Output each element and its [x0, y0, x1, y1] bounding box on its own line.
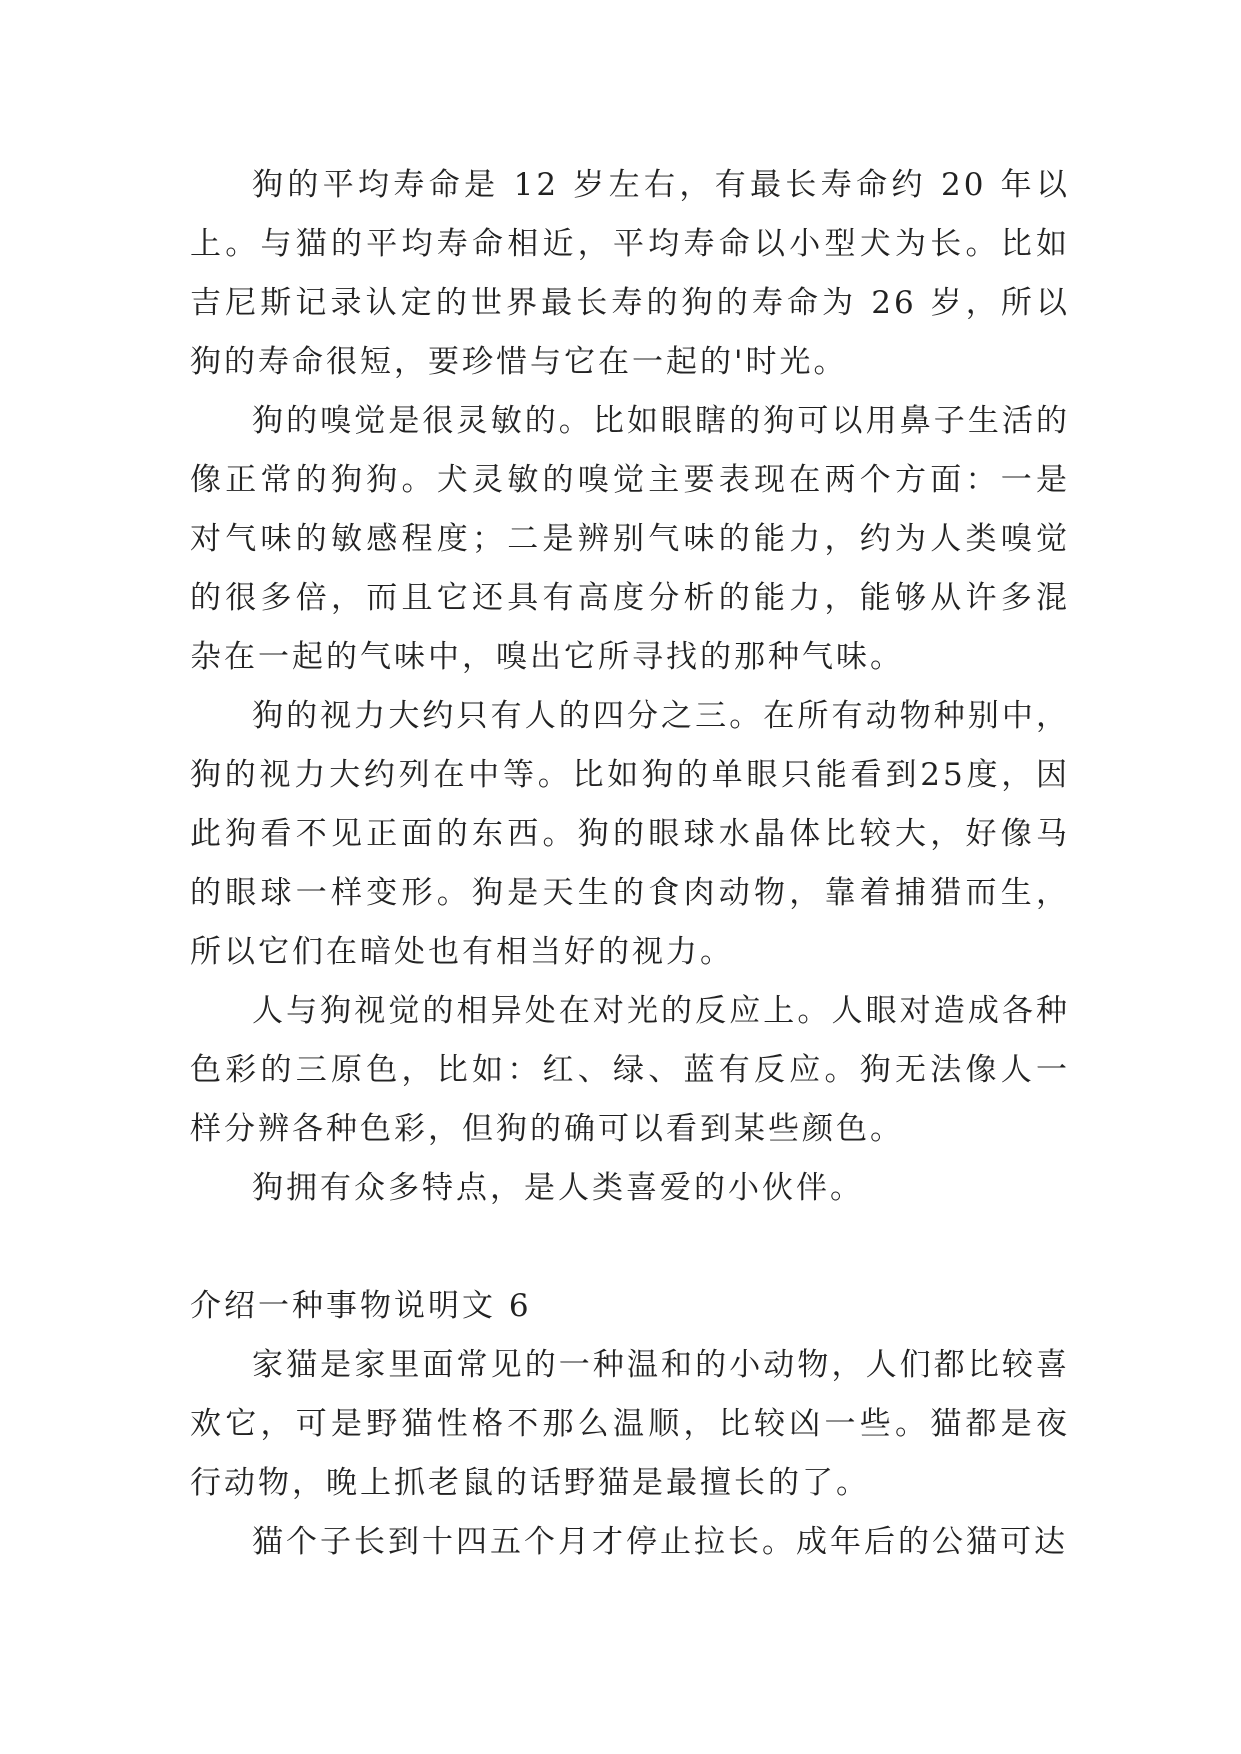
section-heading: 介绍一种事物说明文 6 [190, 1288, 532, 1324]
document-body [190, 156, 1070, 1572]
paragraph-cat-growth: 猫个子长到十四五个月才停止拉长。成年后的公猫可达 [252, 1524, 1068, 1560]
paragraph-dog-vision: 狗的视力大约只有人的四分之三。在所有动物种别中，狗的视力大约列在中等。比如狗的单眼只能看到25度，因此狗看不见正面的东西。狗的眼球水晶体比较大，好像马的眼球一样变形。狗是天生的食肉动物，靠着捕猎而生，所以它们在暗处也有相当好的视力。 [190, 698, 1070, 970]
paragraph-dog-smell: 狗的嗅觉是很灵敏的。比如眼瞎的狗可以用鼻子生活的像正常的狗狗。犬灵敏的嗅觉主要表现在两个方面：一是对气味的敏感程度；二是辨别气味的能力，约为人类嗅觉的很多倍，而且它还具有高度分析的能力，能够从许多混杂在一起的气味中，嗅出它所寻找的那种气味。 [190, 403, 1070, 675]
paragraph-dog-color: 人与狗视觉的相异处在对光的反应上。人眼对造成各种色彩的三原色，比如：红、绿、蓝有反应。狗无法像人一样分辨各种色彩，但狗的确可以看到某些颜色。 [190, 993, 1070, 1147]
paragraph-dog-summary: 狗拥有众多特点，是人类喜爱的小伙伴。 [252, 1170, 864, 1206]
paragraph-cat-intro: 家猫是家里面常见的一种温和的小动物，人们都比较喜欢它，可是野猫性格不那么温顺，比较凶一些。猫都是夜行动物，晚上抓老鼠的话野猫是最擅长的了。 [190, 1347, 1070, 1501]
paragraph-dog-lifespan: 狗的平均寿命是 12 岁左右，有最长寿命约 20 年以上。与猫的平均寿命相近，平均寿命以小型犬为长。比如吉尼斯记录认定的世界最长寿的狗的寿命为 26 岁，所以狗的寿命很短，要珍惜与它在一起的'时光。 [190, 167, 1070, 380]
